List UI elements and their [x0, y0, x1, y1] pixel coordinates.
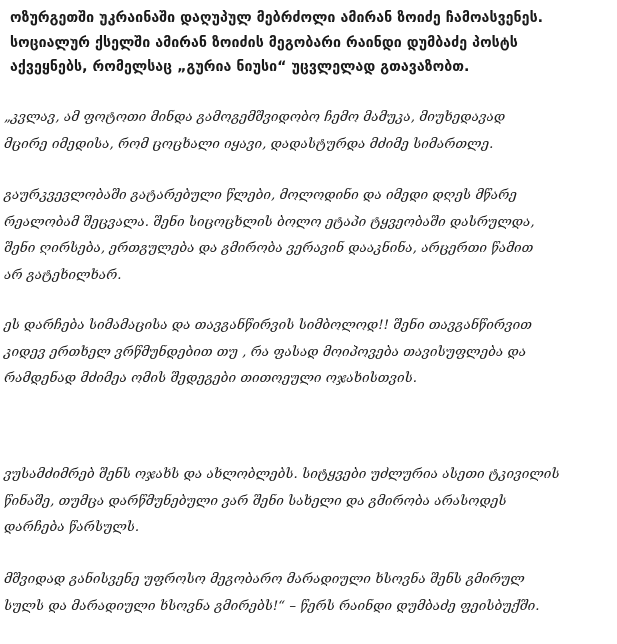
paragraph-line: რეალობამ შეცვალა. შენი სიცოცხლის ბოლო ეტაპი ტყვეობაში დასრულდა, — [4, 214, 535, 230]
paragraph-line: წინაშე, თუმცა დარწმუნებული ვარ შენი სახელი და გმირობა არასოდეს — [4, 493, 507, 509]
lead-line: აქვეყნებს, რომელსაც „გურია ნიუსი“ უცვლელად გთავაზობთ. — [10, 59, 470, 75]
article-lead — [10, 6, 610, 80]
paragraph-line: კიდევ ერთხელ ვრწმუნდებით თუ , რა ფასად მოიპოვება თავისუფლება და — [4, 344, 527, 360]
body-paragraph — [4, 462, 604, 542]
body-paragraph — [4, 313, 604, 393]
paragraph-line: შენი ღირსება, ერთგულება და გმირობა ვერავინ დააკნინა, არცერთი წამით — [4, 241, 534, 256]
paragraph-line: გაურკვევლობაში გატარებული წლები, მოლოდინი და იმედი დღეს მწარე — [4, 188, 517, 203]
closing-paragraph — [4, 567, 604, 620]
paragraph-line: ეს დარჩება სიმამაცისა და თავგანწირვის სიმბოლოდ!! შენი თავგანწირვით — [4, 318, 532, 333]
lead-line: სოციალურ ქსელში ამირან ზოიძის მეგობარი რაინდი დუმბაძე პოსტს — [10, 34, 518, 51]
paragraph-line: მშვიდად განისვენე უფროსო მეგობარო მარადიული ხსოვნა შენს გმირულ — [4, 572, 525, 587]
paragraph-line: დარჩება წარსულს. — [4, 520, 140, 535]
lead-line: ოზურგეთში უკრაინაში დაღუპულ მებრძოლი ამირან ზოიძე ჩამოასვენეს. — [10, 10, 544, 26]
body-paragraph — [4, 183, 604, 289]
paragraph-line: არ გატეხილხარ. — [4, 267, 122, 283]
quote-paragraph — [4, 105, 604, 158]
paragraph-line: სულს და მარადიული ხსოვნა გმირებს!“ – წერს რაინდი დუმბაძე ფეისბუქში. — [4, 598, 540, 614]
paragraph-line: ვუსამძიმრებ შენს ოჯახს და ახლობლებს. სიტყვები უძლურია ასეთი ტკივილის — [4, 467, 560, 482]
paragraph-line: „კვლავ, ამ ფოტოთი მინდა გამოგემშვიდობო ჩემო მამუკა, მიუხედავად — [4, 110, 506, 125]
article — [10, 6, 610, 80]
paragraph-line: რამდენად მძიმეა ომის შედეგები თითოეული ოჯახისთვის. — [4, 371, 417, 386]
paragraph-line: მცირე იმედისა, რომ ცოცხალი იყავი, დადასტურდა მძიმე სიმართლე. — [4, 136, 494, 152]
